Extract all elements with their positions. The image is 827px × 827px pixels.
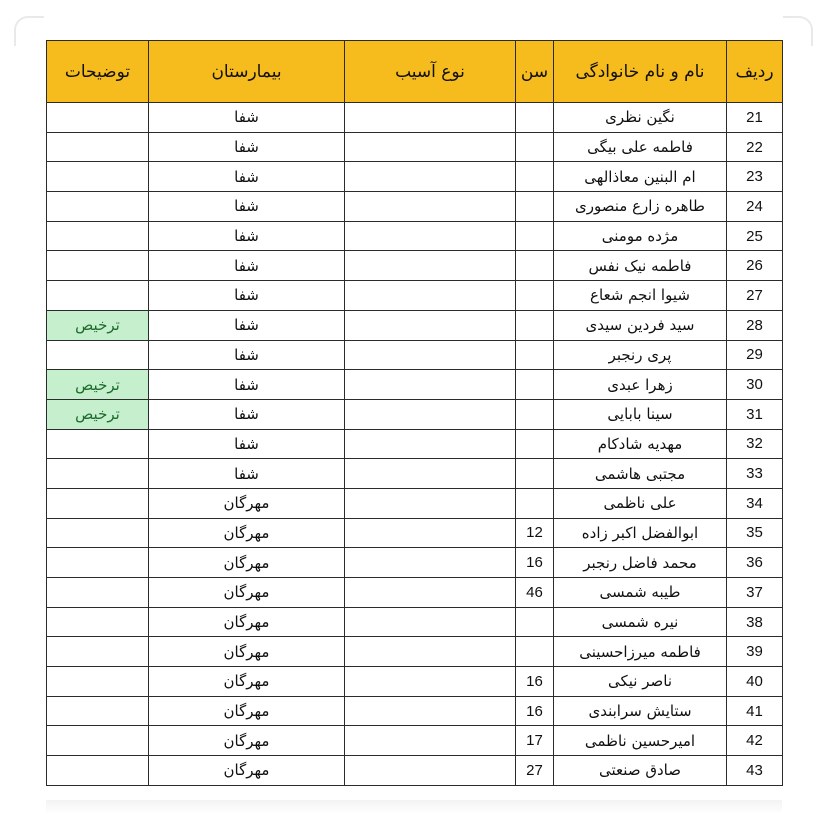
name-cell[interactable]: سینا بابایی bbox=[554, 399, 727, 429]
row-number-cell[interactable]: 41 bbox=[727, 696, 783, 726]
row-number-cell[interactable]: 43 bbox=[727, 756, 783, 786]
table-row bbox=[47, 103, 783, 133]
row-number-cell[interactable]: 38 bbox=[727, 607, 783, 637]
notes-cell[interactable] bbox=[47, 667, 149, 697]
age-cell[interactable] bbox=[516, 132, 554, 162]
notes-cell[interactable] bbox=[47, 518, 149, 548]
age-cell[interactable] bbox=[516, 637, 554, 667]
injury-cell[interactable] bbox=[345, 162, 516, 192]
notes-cell[interactable] bbox=[47, 192, 149, 222]
row-number-cell[interactable]: 34 bbox=[727, 488, 783, 518]
hospital-cell[interactable]: شفا bbox=[149, 399, 345, 429]
name-cell[interactable]: سید فردین سیدی bbox=[554, 310, 727, 340]
notes-cell[interactable] bbox=[47, 251, 149, 281]
page-edge-shadow bbox=[46, 800, 782, 814]
injury-cell[interactable] bbox=[345, 310, 516, 340]
injury-cell[interactable] bbox=[345, 696, 516, 726]
name-cell[interactable]: صادق صنعتی bbox=[554, 756, 727, 786]
age-cell[interactable] bbox=[516, 281, 554, 311]
hospital-cell[interactable]: شفا bbox=[149, 310, 345, 340]
name-cell[interactable]: امیرحسین ناظمی bbox=[554, 726, 727, 756]
injury-cell[interactable] bbox=[345, 726, 516, 756]
notes-cell[interactable] bbox=[47, 132, 149, 162]
name-cell[interactable]: نگین نظری bbox=[554, 103, 727, 133]
age-cell[interactable]: 17 bbox=[516, 726, 554, 756]
table-row bbox=[47, 281, 783, 311]
injury-cell[interactable] bbox=[345, 429, 516, 459]
notes-cell[interactable]: ترخیص bbox=[47, 399, 149, 429]
frame-corner-left bbox=[14, 16, 44, 46]
notes-cell[interactable] bbox=[47, 459, 149, 489]
notes-cell[interactable]: ترخیص bbox=[47, 370, 149, 400]
age-cell[interactable] bbox=[516, 340, 554, 370]
hospital-cell[interactable]: شفا bbox=[149, 132, 345, 162]
name-cell[interactable]: ابوالفضل اکبر زاده bbox=[554, 518, 727, 548]
notes-cell[interactable] bbox=[47, 488, 149, 518]
name-cell[interactable]: نیره شمسی bbox=[554, 607, 727, 637]
table-row bbox=[47, 488, 783, 518]
row-number-cell[interactable]: 27 bbox=[727, 281, 783, 311]
hospital-cell[interactable]: مهرگان bbox=[149, 548, 345, 578]
notes-cell[interactable] bbox=[47, 607, 149, 637]
notes-cell[interactable] bbox=[47, 578, 149, 608]
table-row bbox=[47, 132, 783, 162]
injury-cell[interactable] bbox=[345, 251, 516, 281]
hospital-cell[interactable]: شفا bbox=[149, 221, 345, 251]
age-cell[interactable] bbox=[516, 103, 554, 133]
table-row bbox=[47, 607, 783, 637]
notes-cell[interactable] bbox=[47, 103, 149, 133]
notes-cell[interactable] bbox=[47, 340, 149, 370]
table-row bbox=[47, 518, 783, 548]
hospital-cell[interactable]: مهرگان bbox=[149, 518, 345, 548]
age-cell[interactable] bbox=[516, 192, 554, 222]
table-row bbox=[47, 192, 783, 222]
notes-cell[interactable] bbox=[47, 637, 149, 667]
table-row bbox=[47, 399, 783, 429]
table-row bbox=[47, 340, 783, 370]
name-cell[interactable]: فاطمه نیک نفس bbox=[554, 251, 727, 281]
name-cell[interactable]: فاطمه میرزاحسینی bbox=[554, 637, 727, 667]
age-cell[interactable] bbox=[516, 459, 554, 489]
injury-cell[interactable] bbox=[345, 221, 516, 251]
header-row bbox=[47, 41, 783, 103]
header-injury: نوع آسیب bbox=[345, 41, 516, 103]
age-cell[interactable]: 12 bbox=[516, 518, 554, 548]
header-age: سن bbox=[516, 41, 554, 103]
notes-cell[interactable] bbox=[47, 548, 149, 578]
hospital-cell[interactable]: شفا bbox=[149, 459, 345, 489]
hospital-cell[interactable]: مهرگان bbox=[149, 756, 345, 786]
name-cell[interactable]: محمد فاضل رنجبر bbox=[554, 548, 727, 578]
frame-corner-right bbox=[783, 16, 813, 46]
name-cell[interactable]: ام البنین معاذالهی bbox=[554, 162, 727, 192]
header-name: نام و نام خانوادگی bbox=[554, 41, 727, 103]
table-row bbox=[47, 370, 783, 400]
row-number-cell[interactable]: 32 bbox=[727, 429, 783, 459]
name-cell[interactable]: ناصر نیکی bbox=[554, 667, 727, 697]
patients-table bbox=[46, 40, 783, 786]
injury-cell[interactable] bbox=[345, 103, 516, 133]
injury-cell[interactable] bbox=[345, 637, 516, 667]
hospital-cell[interactable]: مهرگان bbox=[149, 637, 345, 667]
name-cell[interactable]: علی ناظمی bbox=[554, 488, 727, 518]
row-number-cell[interactable]: 36 bbox=[727, 548, 783, 578]
age-cell[interactable] bbox=[516, 370, 554, 400]
injury-cell[interactable] bbox=[345, 488, 516, 518]
table-row bbox=[47, 429, 783, 459]
table-body bbox=[47, 103, 783, 786]
injury-cell[interactable] bbox=[345, 756, 516, 786]
name-cell[interactable]: مژده مومنی bbox=[554, 221, 727, 251]
header-hospital: بیمارستان bbox=[149, 41, 345, 103]
hospital-cell[interactable]: مهرگان bbox=[149, 696, 345, 726]
row-number-cell[interactable]: 21 bbox=[727, 103, 783, 133]
row-number-cell[interactable]: 25 bbox=[727, 221, 783, 251]
notes-cell[interactable] bbox=[47, 696, 149, 726]
row-number-cell[interactable]: 33 bbox=[727, 459, 783, 489]
injury-cell[interactable] bbox=[345, 607, 516, 637]
hospital-cell[interactable]: شفا bbox=[149, 192, 345, 222]
age-cell[interactable]: 46 bbox=[516, 578, 554, 608]
table-row bbox=[47, 459, 783, 489]
age-cell[interactable]: 16 bbox=[516, 667, 554, 697]
table-row bbox=[47, 162, 783, 192]
header-row-no: ردیف bbox=[727, 41, 783, 103]
injury-cell[interactable] bbox=[345, 578, 516, 608]
row-number-cell[interactable]: 22 bbox=[727, 132, 783, 162]
hospital-cell[interactable]: شفا bbox=[149, 103, 345, 133]
header-notes: توضیحات bbox=[47, 41, 149, 103]
row-number-cell[interactable]: 24 bbox=[727, 192, 783, 222]
row-number-cell[interactable]: 37 bbox=[727, 578, 783, 608]
table-row bbox=[47, 251, 783, 281]
row-number-cell[interactable]: 42 bbox=[727, 726, 783, 756]
table-row bbox=[47, 221, 783, 251]
age-cell[interactable] bbox=[516, 399, 554, 429]
age-cell[interactable] bbox=[516, 488, 554, 518]
name-cell[interactable]: ستایش سرابندی bbox=[554, 696, 727, 726]
notes-cell[interactable] bbox=[47, 726, 149, 756]
name-cell[interactable]: مجتبی هاشمی bbox=[554, 459, 727, 489]
row-number-cell[interactable]: 39 bbox=[727, 637, 783, 667]
hospital-cell[interactable]: مهرگان bbox=[149, 667, 345, 697]
name-cell[interactable]: طاهره زارع منصوری bbox=[554, 192, 727, 222]
age-cell[interactable] bbox=[516, 607, 554, 637]
row-number-cell[interactable]: 28 bbox=[727, 310, 783, 340]
injury-cell[interactable] bbox=[345, 370, 516, 400]
name-cell[interactable]: شیوا انجم شعاع bbox=[554, 281, 727, 311]
row-number-cell[interactable]: 35 bbox=[727, 518, 783, 548]
name-cell[interactable]: مهدیه شادکام bbox=[554, 429, 727, 459]
hospital-cell[interactable]: شفا bbox=[149, 251, 345, 281]
injury-cell[interactable] bbox=[345, 459, 516, 489]
age-cell[interactable] bbox=[516, 221, 554, 251]
name-cell[interactable]: پری رنجبر bbox=[554, 340, 727, 370]
notes-cell[interactable]: ترخیص bbox=[47, 310, 149, 340]
hospital-cell[interactable]: شفا bbox=[149, 340, 345, 370]
injury-cell[interactable] bbox=[345, 192, 516, 222]
table-row bbox=[47, 667, 783, 697]
hospital-cell[interactable]: مهرگان bbox=[149, 607, 345, 637]
hospital-cell[interactable]: شفا bbox=[149, 370, 345, 400]
injury-cell[interactable] bbox=[345, 548, 516, 578]
row-number-cell[interactable]: 31 bbox=[727, 399, 783, 429]
age-cell[interactable] bbox=[516, 162, 554, 192]
table-row bbox=[47, 310, 783, 340]
hospital-cell[interactable]: شفا bbox=[149, 281, 345, 311]
row-number-cell[interactable]: 23 bbox=[727, 162, 783, 192]
notes-cell[interactable] bbox=[47, 756, 149, 786]
injury-cell[interactable] bbox=[345, 132, 516, 162]
table-row bbox=[47, 637, 783, 667]
table-row bbox=[47, 578, 783, 608]
name-cell[interactable]: زهرا عبدی bbox=[554, 370, 727, 400]
hospital-cell[interactable]: مهرگان bbox=[149, 488, 345, 518]
age-cell[interactable]: 16 bbox=[516, 548, 554, 578]
notes-cell[interactable] bbox=[47, 221, 149, 251]
name-cell[interactable]: طیبه شمسی bbox=[554, 578, 727, 608]
notes-cell[interactable] bbox=[47, 429, 149, 459]
row-number-cell[interactable]: 30 bbox=[727, 370, 783, 400]
row-number-cell[interactable]: 29 bbox=[727, 340, 783, 370]
injury-cell[interactable] bbox=[345, 281, 516, 311]
row-number-cell[interactable]: 26 bbox=[727, 251, 783, 281]
age-cell[interactable]: 16 bbox=[516, 696, 554, 726]
age-cell[interactable] bbox=[516, 429, 554, 459]
hospital-cell[interactable]: شفا bbox=[149, 429, 345, 459]
table-row bbox=[47, 696, 783, 726]
age-cell[interactable]: 27 bbox=[516, 756, 554, 786]
hospital-cell[interactable]: شفا bbox=[149, 162, 345, 192]
injury-cell[interactable] bbox=[345, 667, 516, 697]
notes-cell[interactable] bbox=[47, 162, 149, 192]
hospital-cell[interactable]: مهرگان bbox=[149, 578, 345, 608]
notes-cell[interactable] bbox=[47, 281, 149, 311]
injury-cell[interactable] bbox=[345, 399, 516, 429]
age-cell[interactable] bbox=[516, 251, 554, 281]
table-row bbox=[47, 726, 783, 756]
table-row bbox=[47, 548, 783, 578]
injury-cell[interactable] bbox=[345, 518, 516, 548]
name-cell[interactable]: فاطمه علی بیگی bbox=[554, 132, 727, 162]
injury-cell[interactable] bbox=[345, 340, 516, 370]
row-number-cell[interactable]: 40 bbox=[727, 667, 783, 697]
age-cell[interactable] bbox=[516, 310, 554, 340]
table-row bbox=[47, 756, 783, 786]
hospital-cell[interactable]: مهرگان bbox=[149, 726, 345, 756]
